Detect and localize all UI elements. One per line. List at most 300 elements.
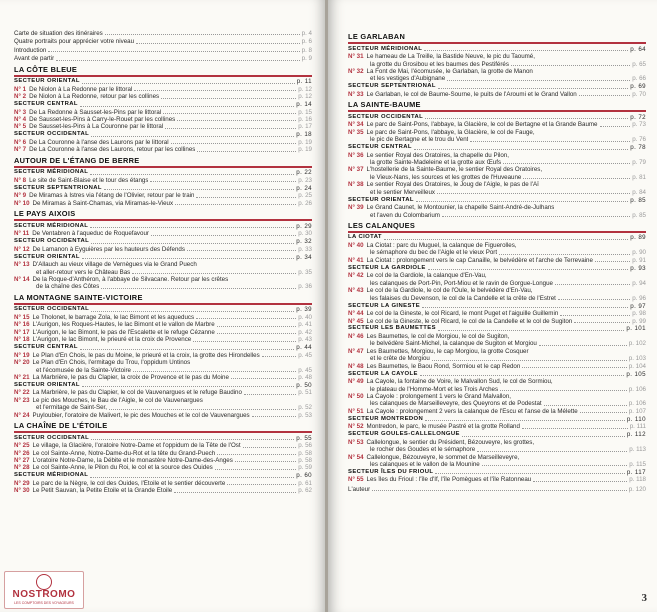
dot-leader (101, 288, 296, 289)
sector-title: SECTEUR CENTRAL (14, 344, 78, 351)
itinerary-entry (14, 336, 312, 343)
itinerary-entry (348, 181, 646, 188)
entry-text (14, 457, 233, 464)
sector-title: SECTEUR MÉRIDIONAL (14, 472, 89, 479)
dot-leader (187, 250, 296, 251)
itinerary-entry-continued (348, 249, 646, 256)
intro-entry (14, 47, 312, 54)
itinerary-entry (14, 442, 312, 449)
logo-tagline: LES COMPTOIRS DES VOYAGEURS (14, 601, 74, 605)
page-ref: p. 94 (632, 279, 646, 287)
entry-text (348, 348, 529, 355)
dot-leader (177, 120, 296, 121)
page-ref: p. 19 (298, 138, 312, 146)
itinerary-number: N° 20 (14, 359, 30, 367)
itinerary-title: L'hostellerie de la Sainte-Baume, le sentier Royal des Oratoires, (366, 166, 543, 174)
itinerary-title: Le col de la Gardiole, le col de l'Oule, le belvédère d'En-Vau, (366, 287, 533, 295)
page-ref: p. 30 (298, 230, 312, 238)
sector-heading (14, 238, 312, 246)
sector-title: SECTEUR OCCIDENTAL (14, 131, 90, 138)
itinerary-entry-continued (348, 446, 646, 453)
itinerary-number: N° 52 (348, 423, 364, 431)
entry-text (348, 310, 558, 317)
entry-text (14, 442, 241, 449)
itinerary-title: le Vieux-Nans, les sources et les grottes de l'Huveaune (370, 173, 522, 181)
dot-leader (161, 98, 296, 99)
sector-heading (14, 435, 312, 443)
itinerary-entry (14, 200, 312, 207)
itinerary-entry (348, 166, 646, 173)
itinerary-entry (348, 363, 646, 370)
dot-leader (558, 299, 630, 300)
itinerary-title: Le col Sainte-Anne, Notre-Dame-du-Rot et la tête du Grand-Puech (32, 449, 216, 457)
entry-text (14, 336, 191, 343)
itinerary-entry (14, 314, 312, 321)
entry-text (14, 480, 225, 487)
page-ref: p. 23 (298, 176, 312, 184)
page-ref: p. 42 (298, 328, 312, 336)
dot-leader (109, 409, 296, 410)
itinerary-entry-continued (14, 283, 312, 290)
itinerary-number: N° 55 (348, 476, 364, 484)
sector-title: SECTEUR MÉRIDIONAL (348, 45, 423, 52)
dot-leader (165, 128, 296, 129)
sector-title: SECTEUR ORIENTAL (14, 381, 80, 388)
itinerary-number: N° 4 (14, 116, 27, 124)
page-ref: p. 56 (298, 442, 312, 450)
itinerary-entry (348, 257, 646, 264)
dot-leader (500, 390, 627, 391)
entry-text (14, 93, 159, 100)
page-ref: p. 111 (629, 423, 646, 431)
entry-text (348, 204, 554, 211)
page-ref: p. 117 (626, 468, 646, 476)
entry-text (14, 246, 185, 253)
itinerary-number: N° 22 (14, 389, 30, 397)
itinerary-title: La Cayole, la fontaine de Voire, le Malvallon Sud, le col de Sormiou, (366, 378, 553, 386)
page-ref: p. 73 (632, 121, 646, 129)
itinerary-number: N° 34 (348, 121, 364, 129)
itinerary-number: N° 32 (348, 67, 364, 75)
sector-heading (348, 469, 646, 477)
itinerary-title: L'oratoire Notre-Dame, la Débite et le monastère Notre-Dame-des-Anges (32, 456, 233, 464)
entry-text (14, 314, 194, 321)
dot-leader (425, 118, 628, 119)
left-page (0, 0, 326, 612)
itinerary-title: le sémaphore du bec de l'Aigle et le vieux Port (370, 249, 498, 257)
itinerary-entry (348, 318, 646, 325)
itinerary-title: Le Grand Caunet, le Montounier, la chapelle Saint-André-de-Julhans (366, 204, 555, 212)
page-ref: p. 104 (628, 362, 646, 370)
entry-text (14, 329, 215, 336)
itinerary-entry (348, 348, 646, 355)
itinerary-entry (348, 272, 646, 279)
page-ref: p. 107 (628, 407, 646, 415)
page-ref: p. 84 (632, 188, 646, 196)
dot-leader (462, 436, 625, 437)
page-ref: p. 50 (296, 381, 312, 389)
itinerary-title: les falaises du Devenson, le col de la Candelle et la crête de l'Estret (370, 294, 556, 302)
itinerary-title: De La Redonne à Sausset-les-Pins par le littoral (29, 108, 162, 116)
itinerary-title: La Ciotat : prolongement vers le cap Canaille, le belvédère et l'arche de Terrevaine (366, 256, 593, 264)
page-ref: p. 19 (298, 146, 312, 154)
sector-title: SECTEUR OCCIDENTAL (14, 306, 90, 313)
entry-text (14, 146, 195, 153)
toc-right-entries (348, 33, 646, 493)
itinerary-entry (14, 123, 312, 130)
entry-text (14, 276, 228, 283)
entry-text (14, 123, 163, 130)
itinerary-title: Le col de la Gineste, le col Ricard, le col de la Candelle et le col de Sugiton (366, 317, 573, 325)
page-ref: p. 14 (296, 101, 312, 109)
section-heading: LE GARLABAN (348, 33, 646, 44)
sector-heading (348, 416, 646, 424)
dot-leader (90, 174, 294, 175)
entry-text (348, 272, 487, 279)
section-heading: LA CHAÎNE DE L'ÉTOILE (14, 422, 312, 433)
itinerary-title: Le col Sainte-Anne, le Pilon du Roi, le col et la source des Ouides (32, 464, 213, 472)
page-ref: p. 15 (298, 108, 312, 116)
itinerary-title: le pic de Bertagne et le trou du Vent (370, 136, 469, 144)
itinerary-title: Le pic des Mouches, le Bau de l'Aigle, le col de Vauvenargues (32, 396, 203, 404)
itinerary-entry (348, 91, 646, 98)
sector-heading (348, 83, 646, 91)
itinerary-entry (14, 352, 312, 359)
entry-text (348, 476, 531, 483)
itinerary-number: N° 49 (348, 378, 364, 386)
itinerary-entry-continued (14, 269, 312, 276)
dot-leader (579, 95, 631, 96)
dot-leader (48, 51, 299, 52)
itinerary-entry (14, 93, 312, 100)
dot-leader (175, 204, 296, 205)
entry-text (14, 261, 197, 268)
dot-leader (56, 60, 300, 61)
dot-leader (470, 141, 630, 142)
itinerary-entry-continued (348, 280, 646, 287)
sector-title: SECTEUR ORIENTAL (348, 196, 414, 203)
page-ref: p. 85 (630, 196, 646, 204)
itinerary-entry-continued (348, 174, 646, 181)
section-heading: LE PAYS AIXOIS (14, 210, 312, 221)
itinerary-title: le belvédère Saint-Michel, la calanque de Sugiton et Morgiou (370, 340, 537, 348)
itinerary-entry (348, 68, 646, 75)
page-ref: p. 110 (626, 415, 646, 423)
dot-leader (91, 439, 294, 440)
sector-heading (14, 472, 312, 480)
sector-title: SECTEUR CENTRAL (14, 101, 78, 108)
dot-leader (196, 318, 296, 319)
itinerary-title: L'Aurigon, le lac Bimont, le prieuré et la croix de Provence (32, 336, 192, 344)
page-ref: p. 18 (296, 131, 312, 139)
itinerary-number: N° 51 (348, 407, 364, 415)
itinerary-entry (348, 333, 646, 340)
itinerary-entry (348, 393, 646, 400)
itinerary-title: L'Aurigon, le lac Bimont, le pas de l'Escalette et le refuge Cézanne (32, 328, 215, 336)
itinerary-entry (14, 450, 312, 457)
dot-leader (150, 181, 296, 182)
itinerary-entry-continued (348, 75, 646, 82)
page-ref: p. 65 (632, 60, 646, 68)
itinerary-entry (14, 177, 312, 184)
entry-text (348, 363, 520, 370)
dot-leader (416, 201, 628, 202)
entry-text (348, 408, 578, 415)
itinerary-number: N° 14 (14, 276, 30, 284)
sector-heading (14, 101, 312, 109)
sector-title: SECTEUR GOULES-CALLELONGUE (348, 431, 460, 438)
itinerary-title: La Marbrière, le pas du Clapier, le col de Vauvenargues et le refuge Baudino (32, 389, 242, 397)
itinerary-title: les calanques et le vallon de la Mounine (370, 460, 480, 468)
itinerary-number: N° 47 (348, 347, 364, 355)
page-ref: p. 70 (632, 90, 646, 98)
page-ref: p. 29 (296, 222, 312, 230)
page-ref: p. 120 (628, 485, 646, 493)
itinerary-title: Le col de la Gineste, le col Ricard, le mont Puget et l'aiguille Guillemin (366, 310, 559, 318)
page-ref: p. 79 (632, 159, 646, 167)
itinerary-title: de la chaîne des Côtes (36, 283, 100, 291)
itinerary-entry (14, 230, 312, 237)
itinerary-number: N° 42 (348, 272, 364, 280)
itinerary-entry (348, 121, 646, 128)
itinerary-entry (14, 139, 312, 146)
page-ref: p. 103 (628, 355, 646, 363)
itinerary-entry (348, 152, 646, 159)
itinerary-title: Le village, la Glacière, l'oratoire Notre-Dame et l'oppidum de la Tête de l'Ost (32, 442, 241, 450)
itinerary-number: N° 10 (14, 199, 30, 207)
page-ref: p. 64 (630, 45, 646, 53)
itinerary-title: Le Garlaban, le col de Baume-Sourne, le puits de l'Aroumi et le Grand Vallon (366, 90, 577, 98)
itinerary-title: Le parc de Saint-Pons, l'abbaye, la Glacière, le col de Bertagne et la Grande Baume (366, 121, 598, 129)
itinerary-entry-continued (348, 189, 646, 196)
page-ref: p. 55 (296, 434, 312, 442)
section-heading: LA MONTAGNE SAINTE-VICTOIRE (14, 294, 312, 305)
itinerary-title: La Cayole : prolongement 1 vers le Grand Malvallon, (366, 392, 511, 400)
intro-title: Avant de partir (14, 55, 55, 63)
dot-leader (104, 189, 294, 190)
itinerary-number: N° 38 (348, 181, 364, 189)
dot-leader (252, 416, 297, 417)
itinerary-number: N° 28 (14, 464, 30, 472)
itinerary-title: et l'ermitage de Saint-Ser, (36, 404, 107, 412)
itinerary-entry (14, 276, 312, 283)
dot-leader (193, 341, 296, 342)
page-ref: p. 51 (298, 389, 312, 397)
entry-text (14, 352, 260, 359)
dot-leader (197, 151, 296, 152)
right-page (328, 0, 657, 612)
page-ref: p. 58 (298, 449, 312, 457)
sector-heading (348, 265, 646, 273)
dot-leader (82, 386, 294, 387)
itinerary-number: N° 17 (14, 328, 30, 336)
itinerary-title: D'Allauch au vieux village de Vernègues via le Grand Puech (32, 261, 197, 269)
dot-leader (560, 315, 630, 316)
page-ref: p. 35 (298, 268, 312, 276)
itinerary-entry (348, 408, 646, 415)
dot-leader (235, 461, 296, 462)
page-ref: p. 101 (626, 325, 646, 333)
itinerary-entry (348, 204, 646, 211)
sector-title: SECTEUR LA CAYOLE (348, 370, 418, 377)
itinerary-entry-continued (348, 461, 646, 468)
itinerary-entry-continued (348, 61, 646, 68)
dot-leader (442, 216, 630, 217)
itinerary-title: Les Baumettes, Morgiou, le cap Morgiou, la grotte Cosquer (366, 347, 529, 355)
itinerary-title: De Niolon à La Redonne, retour par les collines (29, 93, 160, 101)
itinerary-title: De la Roque-d'Anthéron, à l'abbaye de Silvacane. Retour par les crêtes (32, 276, 229, 284)
page-ref: p. 115 (629, 460, 646, 468)
page-ref: p. 58 (298, 456, 312, 464)
itinerary-number: N° 27 (14, 456, 30, 464)
sector-title: SECTEUR OCCIDENTAL (14, 434, 90, 441)
dot-leader (243, 447, 297, 448)
logo-emblem-icon (36, 574, 52, 590)
itinerary-entry (14, 480, 312, 487)
page-ref: p. 39 (296, 306, 312, 314)
itinerary-title: Le Petit Sauvan, la Petite Étoile et la Grande Étoile (32, 487, 173, 495)
page-ref: p. 32 (296, 238, 312, 246)
page-ref: p. 16 (298, 116, 312, 124)
dot-leader (595, 261, 630, 262)
page-ref: p. 112 (626, 431, 646, 439)
itinerary-title: Le sentier Royal des Oratoires, le Joug de l'Aigle, le pas de l'Aï (366, 181, 539, 189)
page-ref: p. 9 (301, 55, 312, 63)
sector-heading (14, 169, 312, 177)
itinerary-entry (348, 53, 646, 60)
itinerary-number: N° 53 (348, 438, 364, 446)
dot-leader (262, 356, 297, 357)
entry-text (348, 242, 517, 249)
dot-leader (90, 227, 294, 228)
itinerary-number: N° 30 (14, 487, 30, 495)
sector-heading (348, 144, 646, 152)
itinerary-title: De La Couronne à l'anse des Laurons, retour par les collines (29, 146, 196, 154)
page-ref: p. 96 (632, 294, 646, 302)
page-ref: p. 45 (298, 351, 312, 359)
page-ref: p. 76 (632, 136, 646, 144)
itinerary-entry (14, 109, 312, 116)
entry-text (348, 454, 519, 461)
page-ref: p. 59 (298, 464, 312, 472)
page-ref: p. 34 (296, 253, 312, 261)
itinerary-number: N° 46 (348, 333, 364, 340)
entry-text (348, 439, 534, 446)
itinerary-number: N° 31 (348, 53, 364, 61)
sector-heading (14, 306, 312, 314)
itinerary-number: N° 7 (14, 146, 27, 154)
itinerary-number: N° 48 (348, 362, 364, 370)
page-ref: p. 6 (301, 38, 312, 46)
itinerary-entry (14, 86, 312, 93)
entry-text (348, 393, 511, 400)
dot-leader (227, 484, 296, 485)
entry-text (348, 68, 533, 75)
dot-leader (132, 273, 296, 274)
entry-text (14, 230, 149, 237)
page-ref: p. 26 (298, 199, 312, 207)
itinerary-number: N° 29 (14, 479, 30, 487)
itinerary-entry-continued (348, 136, 646, 143)
entry-text (14, 192, 194, 199)
itinerary-entry-continued (348, 212, 646, 219)
itinerary-number: N° 9 (14, 192, 27, 200)
itinerary-entry (348, 287, 646, 294)
dot-leader (105, 34, 300, 35)
page-ref: p. 41 (298, 321, 312, 329)
sector-title: SECTEUR CENTRAL (348, 144, 412, 151)
itinerary-title: Montredon, le parc, le musée Pastré et la grotte Rolland (366, 423, 520, 431)
dot-leader (151, 235, 296, 236)
page-ref: p. 40 (298, 313, 312, 321)
page-ref: p. 85 (632, 211, 646, 219)
dot-leader (437, 193, 630, 194)
itinerary-entry-continued (348, 295, 646, 302)
dot-leader (420, 375, 625, 376)
itinerary-title: le plateau de l'Homme-Mort et les Trois Arches (370, 385, 499, 393)
page-ref: p. 97 (630, 302, 646, 310)
itinerary-entry-continued (348, 355, 646, 362)
dot-leader (217, 454, 296, 455)
dot-leader (215, 469, 296, 470)
sector-title: SECTEUR ÎLES DU FRIOUL (348, 468, 434, 475)
itinerary-entry (14, 389, 312, 396)
itinerary-entry (14, 146, 312, 153)
dot-leader (217, 326, 297, 327)
itinerary-title: De Miramas à Saint-Chamas, via Miramas-le-Vieux (32, 199, 174, 207)
toc-left-entries (14, 66, 312, 495)
dot-leader (432, 360, 627, 361)
itinerary-title: De Miramas à Istres via l'étang de l'Olivier, retour par le train (29, 192, 195, 200)
page-ref: p. 53 (298, 411, 312, 419)
entry-text (348, 378, 553, 385)
intro-entry (14, 30, 312, 37)
itinerary-entry (14, 321, 312, 328)
toc-right-column (348, 30, 646, 493)
entry-text (348, 166, 542, 173)
itinerary-title: et l'aven du Colombarium (370, 211, 440, 219)
itinerary-entry (14, 192, 312, 199)
page-number: 3 (641, 592, 647, 604)
sector-title: LA CIOTAT (348, 234, 382, 241)
itinerary-title: Le parc de Saint-Pons, l'abbaye, la Glacière, le col de Fauge, (366, 128, 535, 136)
itinerary-title: Le sentier Royal des Oratoires, la chapelle du Pilon, (366, 151, 509, 159)
itinerary-number: N° 19 (14, 351, 30, 359)
itinerary-entry (14, 374, 312, 381)
page-ref: p. 48 (298, 373, 312, 381)
page-ref: p. 24 (296, 184, 312, 192)
page-ref: p. 102 (628, 340, 646, 348)
page-ref: p. 44 (296, 344, 312, 352)
dot-leader (231, 378, 296, 379)
sector-heading (14, 223, 312, 231)
intro-title: Quatre portraits pour apprécier votre niveau (14, 38, 135, 46)
sector-heading (348, 303, 646, 311)
dot-leader (438, 88, 628, 89)
sector-title: SECTEUR SEPTENTRIONAL (14, 184, 102, 191)
itinerary-title: La Font de Mai, l'écomusée, le Garlaban, la grotte de Manon (366, 67, 533, 75)
sector-heading (348, 234, 646, 242)
itinerary-title: Les îles du Frioul : l'île d'If, l'île Pomègues et l'île Ratonneau (366, 476, 532, 484)
dot-leader (435, 473, 624, 474)
itinerary-entry (14, 412, 312, 419)
page-ref: p. 22 (296, 169, 312, 177)
entry-text (348, 423, 520, 430)
page-ref: p. 12 (298, 85, 312, 93)
page-ref: p. 17 (298, 123, 312, 131)
itinerary-entry-continued (348, 386, 646, 393)
sector-heading (14, 185, 312, 193)
